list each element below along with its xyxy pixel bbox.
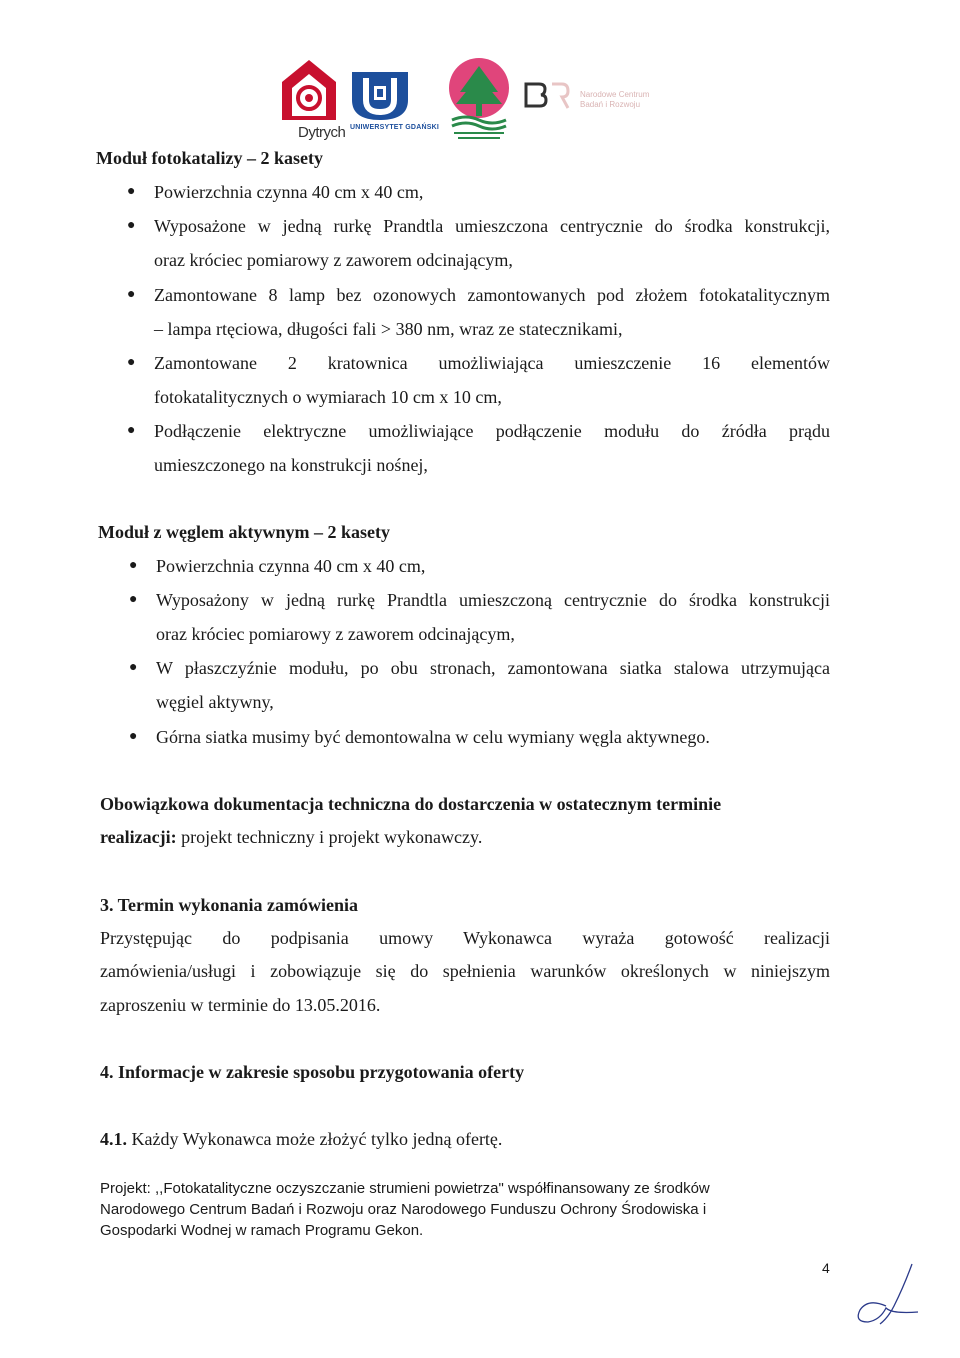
footer-line: Projekt: ,,Fotokatalityczne oczyszczanie strumieni powietrza" współfinansowany ze środków (100, 1180, 710, 1197)
section4-subitem-text: Każdy Wykonawca może złożyć tylko jedną ofertę. (127, 1129, 503, 1149)
list-item-text: umieszczonego na konstrukcji nośnej, (154, 455, 428, 475)
bullet-icon: ● (127, 355, 136, 370)
section3-line3: zaproszeniu w terminie do 13.05.2016. (100, 995, 381, 1015)
list-item (127, 421, 830, 475)
documentation-line1: Obowiązkowa dokumentacja techniczna do dostarczenia w ostatecznym terminie (100, 794, 722, 814)
list-item-text: fotokatalitycznych o wymiarach 10 cm x 10 cm, (154, 387, 502, 407)
list-item-text: Zamontowane 8 lamp bez ozonowych zamontowanych pod złożem fotokatalitycznym (154, 285, 830, 305)
section1-heading: Moduł fotokatalizy – 2 kasety (96, 148, 323, 168)
bullet-icon: ● (129, 592, 138, 607)
ug-emblem-icon (350, 70, 410, 122)
nfosigw-tree-icon (446, 58, 512, 142)
bullet-icon: ● (127, 218, 136, 233)
list-item-text: Zamontowane 2 kratownica umożliwiająca umieszczenie 16 elementów (154, 353, 830, 373)
list-item-text: W płaszczyźnie modułu, po obu stronach, zamontowana siatka stalowa utrzymująca (156, 658, 830, 678)
documentation-label: realizacji: (100, 827, 177, 847)
section4-heading: 4. Informacje w zakresie sposobu przygotowania oferty (100, 1062, 525, 1082)
list-item-text: Wyposażony w jedną rurkę Prandtla umieszczoną centrycznie do środka konstrukcji (156, 590, 830, 610)
list-item (129, 658, 830, 712)
dytrych-house-icon (278, 58, 340, 122)
bullet-icon: ● (129, 729, 138, 744)
ncbr-mark-icon (522, 78, 578, 114)
list-item-text: Powierzchnia czynna 40 cm x 40 cm, (156, 556, 426, 576)
list-item (127, 353, 830, 407)
list-item-text: Wyposażone w jedną rurkę Prandtla umieszczona centrycznie do środka konstrukcji, (154, 216, 830, 236)
documentation-text: projekt techniczny i projekt wykonawczy. (176, 827, 483, 847)
dytrych-label: Dytrych (298, 124, 346, 141)
list-item-text: – lampa rtęciowa, długości fali > 380 nm, wraz ze statecznikami, (154, 319, 623, 339)
list-item-text: oraz króciec pomiarowy z zaworem odcinającym, (154, 250, 513, 270)
list-item (129, 590, 830, 644)
footer-line: Narodowego Centrum Badań i Rozwoju oraz Narodowego Funduszu Ochrony Środowiska i (100, 1201, 707, 1218)
footer-line: Gospodarki Wodnej w ramach Programu Gekon. (100, 1222, 424, 1239)
ncbr-label: Narodowe Centrum Badań i Rozwoju (580, 90, 650, 109)
list-item-text: Podłączenie elektryczne umożliwiające podłączenie modułu do źródła prądu (154, 421, 830, 441)
bullet-icon: ● (129, 558, 138, 573)
list-item-text: oraz króciec pomiarowy z zaworem odcinającym, (156, 624, 515, 644)
section2-heading: Moduł z węglem aktywnym – 2 kasety (98, 522, 390, 542)
bullet-icon: ● (127, 184, 136, 199)
header-logos (270, 58, 670, 148)
list-item (127, 182, 834, 202)
ug-label: UNIWERSYTET GDAŃSKI (350, 124, 439, 131)
dytrych-logo (278, 58, 348, 148)
list-item (127, 285, 830, 339)
nfosigw-logo (446, 58, 516, 143)
ug-logo (350, 70, 450, 140)
section3-line1: Przystępując do podpisania umowy Wykonawca wyraża gotowość realizacji (100, 928, 830, 948)
list-item-text: Górna siatka musimy być demontowalna w celu wymiany węgla aktywnego. (156, 727, 710, 747)
list-item-text: węgiel aktywny, (156, 692, 274, 712)
list-item (129, 727, 836, 747)
project-footer (100, 1178, 780, 1241)
page-number: 4 (822, 1260, 830, 1276)
section4-subitem-number: 4.1. (100, 1129, 127, 1149)
section4-subitem (100, 1129, 502, 1150)
section3-line2: zamówienia/usługi i zobowiązuje się do spełnienia warunków określonych w niniejszym (100, 961, 830, 981)
bullet-icon: ● (127, 287, 136, 302)
ncbr-logo (522, 78, 662, 118)
signature-icon (840, 1262, 930, 1332)
documentation-line2 (100, 827, 482, 848)
bullet-icon: ● (127, 423, 136, 438)
list-item-text: Powierzchnia czynna 40 cm x 40 cm, (154, 182, 424, 202)
list-item (127, 216, 830, 270)
section3-heading: 3. Termin wykonania zamówienia (100, 895, 359, 915)
bullet-icon: ● (129, 660, 138, 675)
list-item (129, 556, 836, 576)
